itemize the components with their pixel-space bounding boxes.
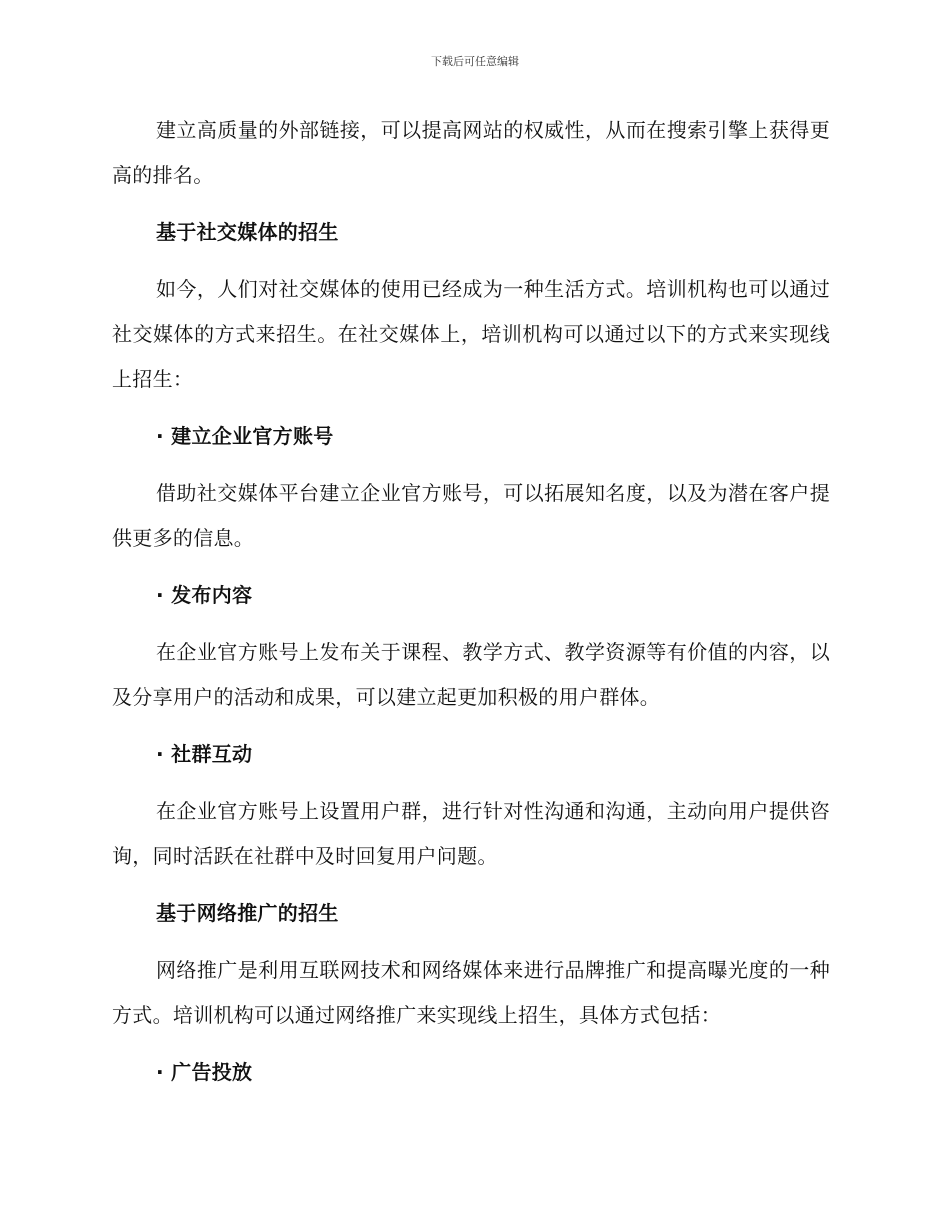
document-body bbox=[112, 108, 830, 1107]
paragraph-social-media-intro: 如今，人们对社交媒体的使用已经成为一种生活方式。培训机构也可以通过社交媒体的方式来招生。在社交媒体上，培训机构可以通过以下的方式来实现线上招生： bbox=[112, 277, 830, 391]
paragraph-publish-content: 在企业官方账号上发布关于课程、教学方式、教学资源等有价值的内容，以及分享用户的活动和成果，可以建立起更加积极的用户群体。 bbox=[112, 640, 830, 709]
bullet-heading-ad-placement: · 广告投放 bbox=[156, 1060, 253, 1084]
paragraph-community-interaction: 在企业官方账号上设置用户群，进行针对性沟通和沟通，主动向用户提供咨询，同时活跃在社群中及时回复用户问题。 bbox=[112, 799, 830, 868]
bullet-heading-publish-content: · 发布内容 bbox=[156, 583, 253, 607]
heading-online-promotion-enrollment: 基于网络推广的招生 bbox=[156, 901, 339, 925]
bullet-heading-community-interaction: · 社群互动 bbox=[156, 742, 253, 766]
bullet-heading-official-account: · 建立企业官方账号 bbox=[156, 424, 334, 448]
paragraph-external-links: 建立高质量的外部链接，可以提高网站的权威性，从而在搜索引擎上获得更高的排名。 bbox=[112, 118, 830, 187]
heading-social-media-enrollment: 基于社交媒体的招生 bbox=[156, 220, 339, 244]
paragraph-online-promotion-intro: 网络推广是利用互联网技术和网络媒体来进行品牌推广和提高曝光度的一种方式。培训机构可以通过网络推广来实现线上招生，具体方式包括： bbox=[112, 958, 830, 1027]
paragraph-official-account: 借助社交媒体平台建立企业官方账号，可以拓展知名度，以及为潜在客户提供更多的信息。 bbox=[112, 481, 830, 550]
page-header: 下载后可任意编辑 bbox=[431, 55, 519, 68]
